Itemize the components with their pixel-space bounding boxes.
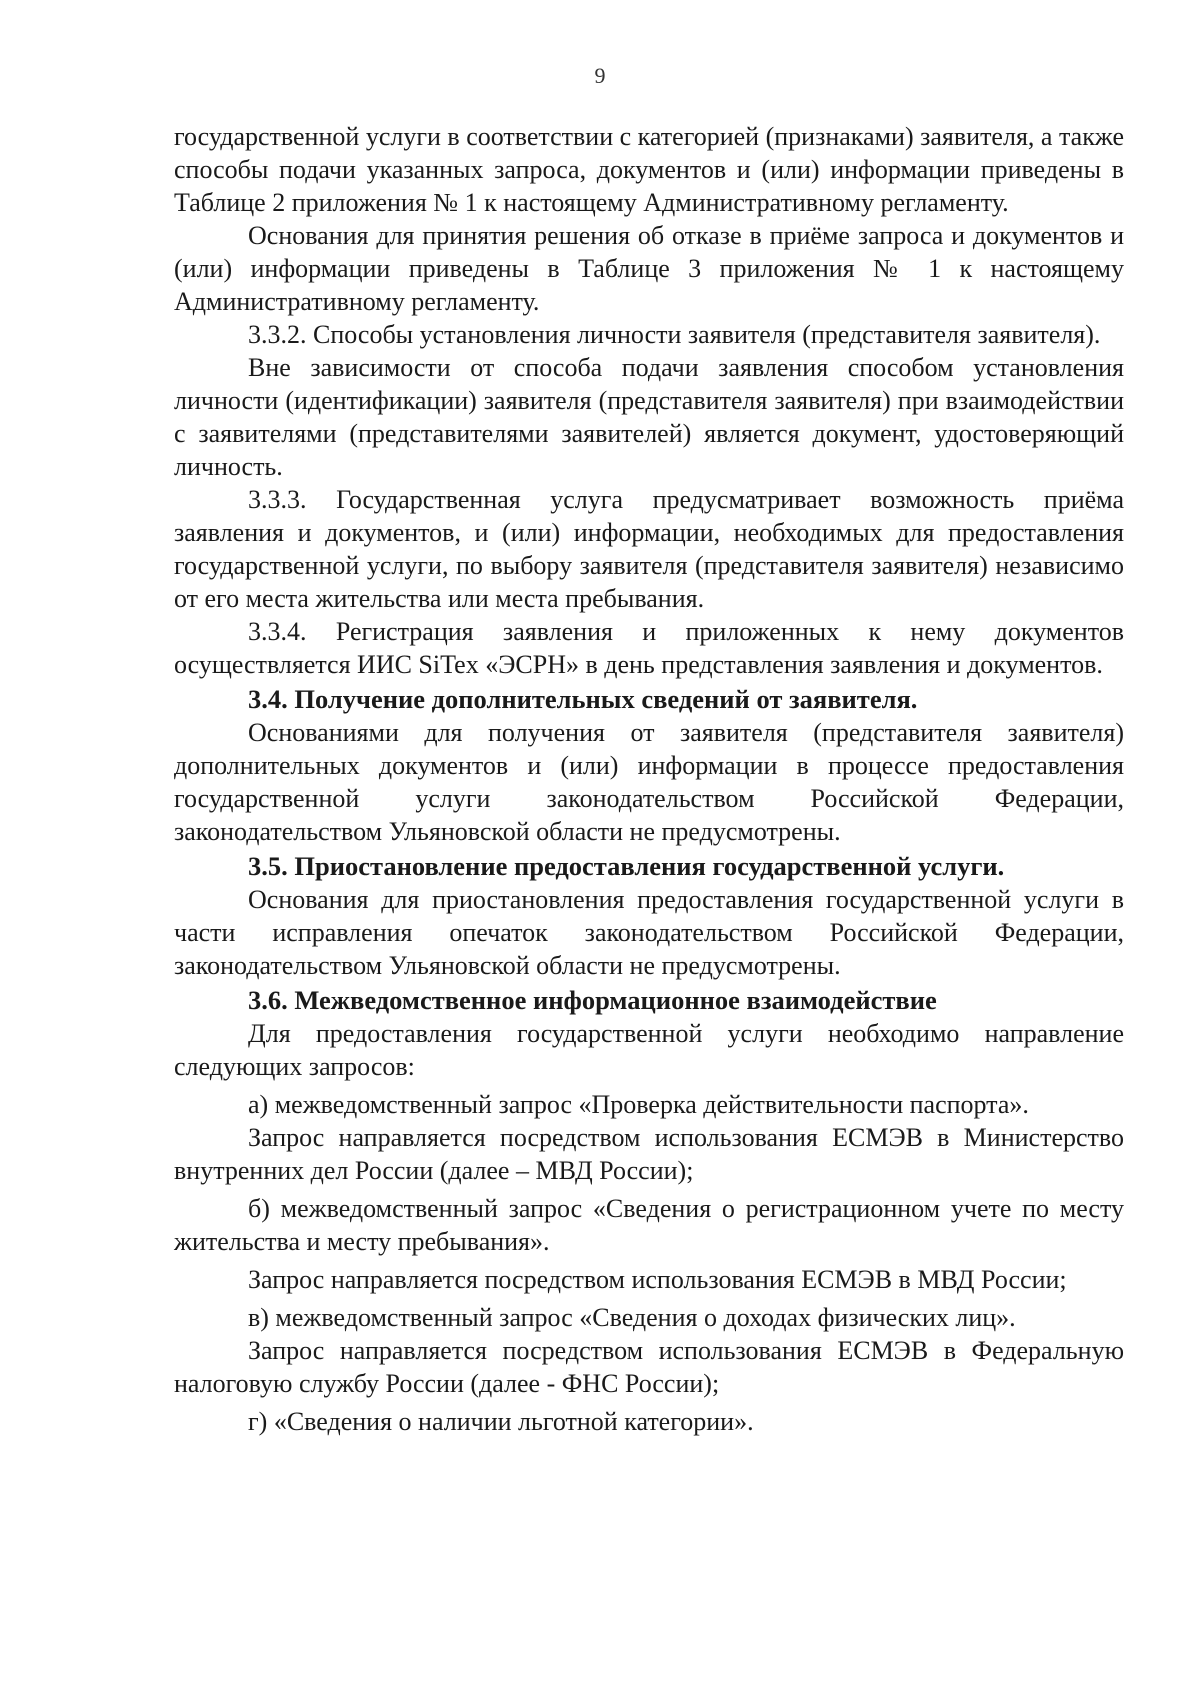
paragraph: Запрос направляется посредством использования ЕСМЭВ в Федеральную налоговую службу России (далее - ФНС России); bbox=[174, 1336, 1124, 1398]
list-item: а) межведомственный запрос «Проверка действительности паспорта». bbox=[248, 1090, 1029, 1119]
list-item: б) межведомственный запрос «Сведения о регистрационном учете по месту жительства и месту пребывания». bbox=[174, 1194, 1124, 1256]
list-item: в) межведомственный запрос «Сведения о доходах физических лиц». bbox=[248, 1303, 1016, 1332]
paragraph: Основаниями для получения от заявителя (представителя заявителя) дополнительных документов и (или) информации в процессе предоставления государственной услуги законодательством Российской Федерации, законодательством Ульяновской области не предусмотрены. bbox=[174, 718, 1124, 846]
section-heading: 3.5. Приостановление предоставления государственной услуги. bbox=[248, 851, 1005, 881]
paragraph: Вне зависимости от способа подачи заявления способом установления личности (идентификации) заявителя (представителя заявителя) при взаимодействии с заявителями (представителями заявителей) является документ, удостоверяющий личность. bbox=[174, 353, 1124, 481]
paragraph: 3.3.3. Государственная услуга предусматривает возможность приёма заявления и документов, и (или) информации, необходимых для предоставления государственной услуги, по выбору заявителя (представителя заявителя) независимо от его места жительства или места пребывания. bbox=[174, 485, 1124, 613]
section-heading: 3.4. Получение дополнительных сведений от заявителя. bbox=[248, 684, 918, 714]
paragraph: 3.3.2. Способы установления личности заявителя (представителя заявителя). bbox=[248, 320, 1101, 349]
paragraph: государственной услуги в соответствии с категорией (признаками) заявителя, а также способы подачи указанных запроса, документов и (или) информации приведены в Таблице 2 приложения № 1 к настоящему Административному регламенту. bbox=[174, 122, 1124, 217]
section-heading: 3.6. Межведомственное информационное взаимодействие bbox=[248, 985, 937, 1015]
paragraph: Основания для принятия решения об отказе в приёме запроса и документов и (или) информации приведены в Таблице 3 приложения № 1 к настоящему Административному регламенту. bbox=[174, 221, 1124, 316]
list-item: г) «Сведения о наличии льготной категории». bbox=[248, 1407, 754, 1436]
paragraph: 3.3.4. Регистрация заявления и приложенных к нему документов осуществляется ИИС SiTex «ЭСРН» в день представления заявления и документов. bbox=[174, 617, 1124, 679]
paragraph: Для предоставления государственной услуги необходимо направление следующих запросов: bbox=[174, 1019, 1124, 1081]
paragraph: Запрос направляется посредством использования ЕСМЭВ в МВД России; bbox=[248, 1265, 1067, 1294]
paragraph: Запрос направляется посредством использования ЕСМЭВ в Министерство внутренних дел России (далее – МВД России); bbox=[174, 1123, 1124, 1185]
document-body bbox=[174, 120, 1124, 1438]
page-number: 9 bbox=[594, 63, 606, 88]
paragraph: Основания для приостановления предоставления государственной услуги в части исправления опечаток законодательством Российской Федерации, законодательством Ульяновской области не предусмотрены. bbox=[174, 885, 1124, 980]
